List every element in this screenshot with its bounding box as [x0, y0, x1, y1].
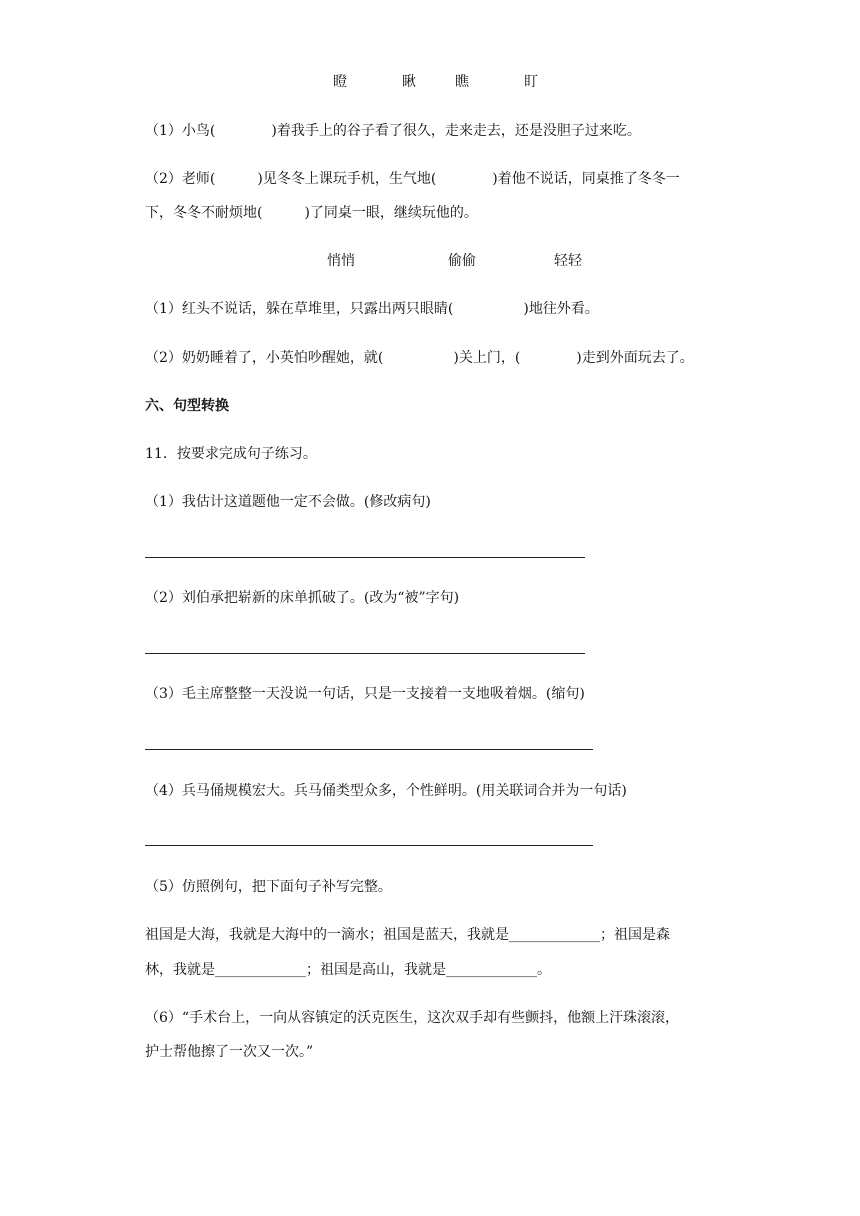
section-title: 六、句型转换 [145, 398, 229, 414]
answer-line[interactable] [145, 845, 593, 846]
exercise-item: （6）“手术台上，一向从容镇定的沃克医生，这次双手却有些颤抖，他额上汗珠滚滚， [145, 1010, 680, 1026]
exercise-item: （2）刘伯承把崭新的床单抓破了。(改为“被”字句) [145, 590, 460, 606]
answer-line[interactable] [145, 749, 593, 750]
fill-blank-item: （1）红头不说话，躲在草堆里，只露出两只眼睛( )地往外看。 [145, 301, 599, 317]
word-bank-item: 悄悄 [327, 253, 355, 269]
exercise-item-continued: 护士帮他擦了一次又一次。” [145, 1044, 314, 1060]
exercise-item: （3）毛主席整整一天没说一句话，只是一支接着一支地吸着烟。(缩句) [145, 686, 585, 702]
word-bank-item: 轻轻 [554, 253, 582, 269]
fill-blank-item: （2）老师( )见冬冬上课玩手机，生气地( )着他不说话，同桌推了冬冬一 [145, 171, 680, 187]
word-bank-item: 瞅 [402, 74, 416, 90]
word-bank-item: 盯 [524, 74, 538, 90]
exercise-item: （4）兵马俑规模宏大。兵马俑类型众多，个性鲜明。(用关联词合并为一句话) [145, 783, 627, 799]
fill-blank-item-continued: 下，冬冬不耐烦地( )了同桌一眼，继续玩他的。 [145, 205, 478, 221]
word-bank-item: 瞧 [455, 74, 469, 90]
imitation-sentence: 祖国是大海，我就是大海中的一滴水；祖国是蓝天，我就是_____________；祖国是森 [145, 927, 670, 943]
fill-blank-item: （1）小鸟( )着我手上的谷子看了很久，走来走去，还是没胆子过来吃。 [145, 123, 641, 139]
fill-blank-item: （2）奶奶睡着了，小英怕吵醒她，就( )关上门，( )走到外面玩去了。 [145, 350, 694, 366]
answer-line[interactable] [145, 653, 585, 654]
answer-line[interactable] [145, 557, 585, 558]
exercise-item: （1）我估计这道题他一定不会做。(修改病句) [145, 494, 431, 510]
question-prompt: 11．按要求完成句子练习。 [145, 446, 317, 462]
exercise-item: （5）仿照例句，把下面句子补写完整。 [145, 879, 392, 895]
imitation-sentence-continued: 林，我就是_____________；祖国是高山，我就是_____________。 [145, 962, 551, 978]
word-bank-item: 偷偷 [448, 253, 476, 269]
word-bank-item: 瞪 [333, 74, 347, 90]
